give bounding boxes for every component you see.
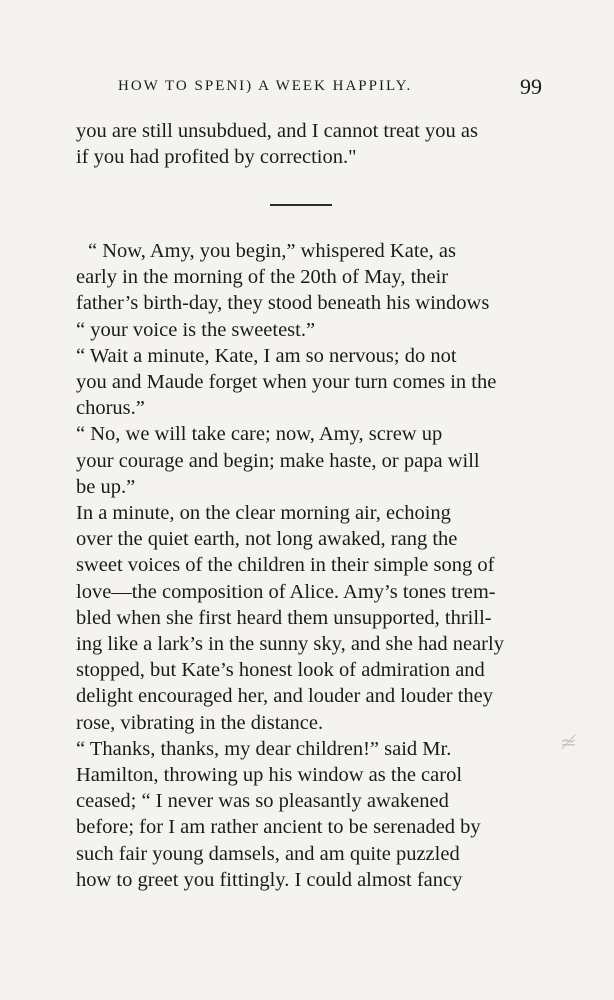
body-text [76, 228, 546, 893]
paragraph [76, 736, 546, 893]
text-line: rose, vibrating in the distance. [76, 711, 324, 734]
text-line: you are still unsubdued, and I cannot treat you as [76, 120, 478, 142]
text-line: ceased; “ I never was so pleasantly awakened [76, 790, 449, 813]
paragraph [76, 421, 546, 500]
text-line: delight encouraged her, and louder and louder they [76, 685, 493, 708]
text-line: “ Now, Amy, you begin,” whispered Kate, as [88, 240, 456, 262]
paragraph [76, 343, 546, 422]
running-head [0, 74, 614, 102]
text-line: chorus.” [76, 397, 145, 420]
text-line: stopped, but Kate’s honest look of admiration and [76, 659, 485, 682]
text-line: “ your voice is the sweetest.” [76, 318, 316, 341]
text-line: Hamilton, throwing up his window as the carol [76, 764, 463, 787]
pencil-mark-icon: ≄ [560, 730, 577, 754]
text-line: love—the composition of Alice. Amy’s tones trem- [76, 580, 496, 603]
section-divider [270, 204, 332, 206]
text-line: “ Thanks, thanks, my dear children!” said Mr. [76, 737, 452, 760]
text-line: be up.” [76, 475, 136, 498]
text-line: “ No, we will take care; now, Amy, screw up [76, 423, 443, 446]
paragraph [76, 238, 546, 343]
text-line: “ Wait a minute, Kate, I am so nervous; do not [76, 344, 457, 367]
text-line: sweet voices of the children in their simple song of [76, 554, 495, 577]
text-line: father’s birth-day, they stood beneath his windows [76, 292, 490, 315]
text-line: before; for I am rather ancient to be serenaded by [76, 816, 481, 839]
text-line: ing like a lark’s in the sunny sky, and she had nearly [76, 633, 504, 656]
opening-text [76, 118, 546, 170]
text-line: bled when she first heard them unsupported, thrill- [76, 606, 492, 629]
text-line: over the quiet earth, not long awaked, rang the [76, 528, 458, 551]
page-number: 99 [520, 74, 542, 99]
text-line: how to greet you fittingly. I could almost fancy [76, 868, 463, 891]
text-line: In a minute, on the clear morning air, echoing [76, 502, 451, 525]
text-line: your courage and begin; make haste, or papa will [76, 449, 480, 472]
text-line: you and Maude forget when your turn comes in the [76, 371, 497, 394]
text-line: if you had profited by correction." [76, 146, 357, 169]
text-line: early in the morning of the 20th of May, their [76, 266, 449, 289]
running-title: HOW TO SPENI) A WEEK HAPPILY. [118, 78, 413, 94]
text-line: such fair young damsels, and am quite puzzled [76, 842, 460, 865]
paragraph [76, 500, 546, 736]
